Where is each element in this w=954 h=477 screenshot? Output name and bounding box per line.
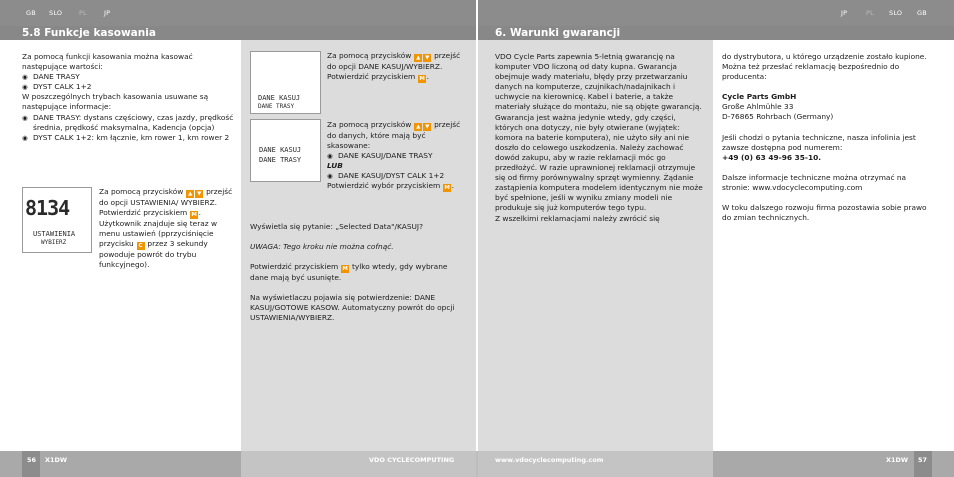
- lang-left-jp: JP: [104, 9, 111, 17]
- col2-text: [250, 222, 465, 324]
- up-key-icon-3: ▲: [416, 124, 421, 130]
- col3-warranty-text: VDO Cycle Parts zapewnia 5-letnią gwarancję na komputer VDO liczoną od daty kupna. Gwarancja obejmuje wady materiału, błędy przy przetwarzaniu danych na komputerze, czujnikach/nadajnikach i uchwycie na kierownicę. Kabel i baterie, a także materiały służące do montażu, nie są objęte gwarancją. Gwarancja jest ważna jedynie wtedy, gdy części, których ona dotyczy, nie były otwierane (wyjątek: komora na baterie komputera), nie użyto siły ani nie doszło do celowego uszkodzenia. Należy zachować dowód zakupu, aby w razie reklamacji móc go przedłożyć. W razie uprawnionej reklamacji otrzymuje się od firmy porównywalny sprzęt wymienny. Żądanie zastąpienia komputera modelem identycznym nie może być spełnione, jeśli w wyniku zmiany modeli nie produkuje się już komputerów tego typu.: [495, 52, 703, 213]
- lcd3-line-2: DANE TRASY: [258, 103, 295, 110]
- footer-page-box-right: [914, 451, 932, 477]
- lcd2-line-1: DANE KASUJ: [259, 146, 302, 154]
- col4-p2: Jeśli chodzi o pytania techniczne, nasza infolinia jest zawsze dostępna pod numerem:: [722, 132, 916, 152]
- page-number-left: 56: [27, 456, 37, 464]
- menu-key-icon-2: M: [419, 76, 425, 83]
- top-bar-left: [0, 0, 476, 26]
- col4-text: [722, 52, 934, 223]
- col4-phone: +49 (0) 63 49-96 35-10.: [722, 152, 822, 162]
- col2-bullet-2: ◉ DANE KASUJ/DYST CALK 1+2: [327, 171, 445, 181]
- menu-key-icon-4: M: [342, 266, 348, 273]
- lang-right-pl: PL: [866, 9, 874, 17]
- lcd-display-settings: [22, 187, 92, 253]
- col1-step-1: Za pomocą przycisków ▲ ▼ przejść do opcji USTAWIENIA/ WYBIERZ. Potwierdzić przyciskiem M . Użytkownik znajduje się teraz w menu ustawień (pprzyciśnięcie przycisku C przez 3 sekundy powoduje powrót do trybu funkcyjnego).: [99, 187, 233, 270]
- col3-text: [495, 52, 705, 224]
- col1-bullet-2: ◉ DYST CALK 1+2: [22, 82, 92, 92]
- lcd-small-line-1: USTAWIENIA: [33, 230, 76, 238]
- menu-key-icon-3: M: [444, 185, 450, 192]
- col4-p4: W toku dalszego rozwoju firma pozostawia sobie prawo do zmian technicznych.: [722, 203, 927, 223]
- top-bar: [0, 0, 954, 26]
- brand-name: VDO CYCLECOMPUTING: [369, 456, 455, 464]
- footer-seg-3: [478, 451, 713, 477]
- col4-street: Große Ahlmühle 33: [722, 102, 794, 112]
- down-key-icon: ▼: [197, 191, 202, 197]
- page-number-right: 57: [918, 456, 928, 464]
- col1-text: [22, 52, 234, 143]
- footer-seg-2: [241, 451, 476, 477]
- col1-mid: W poszczególnych trybach kasowania usuwane są następujące informacje:: [22, 92, 209, 112]
- model-right: X1DW: [886, 456, 909, 464]
- col2-step-2: Za pomocą przycisków ▲ ▼ przejść do opcji DANE KASUJ/WYBIERZ. Potwierdzić przyciskiem M .: [327, 51, 461, 83]
- col2-step-3: Za pomocą przycisków ▲ ▼ przejść do danych, które mają być skasowane: ◉ DANE KASUJ/DANE TRASY LUB ◉ DANE KASUJ/DYST CALK 1+2 Potwierdzić wybór przyciskiem M .: [327, 120, 467, 192]
- col2-warning: UWAGA: Tego kroku nie można cofnąć.: [250, 242, 394, 252]
- down-key-icon-3: ▼: [425, 124, 430, 130]
- lcd-display-reset: [250, 119, 321, 182]
- section-title-warranty: 6. Warunki gwarancji: [495, 27, 621, 39]
- clear-key-icon: C: [138, 243, 143, 250]
- col4-company: Cycle Parts GmbH: [722, 92, 797, 102]
- lang-left-gb: GB: [26, 9, 36, 17]
- col1-intro: Za pomocą funkcji kasowania można kasować następujące wartości:: [22, 52, 193, 72]
- col2-confirm: Potwierdzić przyciskiem M tylko wtedy, gdy wybrane dane mają być usunięte.: [250, 262, 448, 283]
- col2-bullet-1: ◉ DANE KASUJ/DANE TRASY: [327, 151, 433, 161]
- model-left: X1DW: [45, 456, 68, 464]
- col4-p3: Dalsze informacje techniczne można otrzymać na stronie: www.vdocyclecomputing.com: [722, 172, 907, 192]
- col1-bullet-1: ◉ DANE TRASY: [22, 72, 80, 82]
- col1-bullet-3: ◉ DANE TRASY: dystans częściowy, czas jazdy, prędkość średnia, prędkość maksymalna, Kadencja (opcja): [22, 112, 234, 132]
- col1-bullet-4: ◉ DYST CALK 1+2: km łącznie, km rower 1, km rower 2: [22, 132, 230, 142]
- col3-end: Z wszelkimi reklamacjami należy zwrócić się: [495, 213, 660, 223]
- up-key-icon-2: ▲: [416, 55, 421, 61]
- lang-left-slo: SLO: [49, 9, 63, 17]
- lcd-big-digits: 8134: [25, 196, 70, 220]
- lang-right-slo: SLO: [889, 9, 903, 17]
- top-bar-right: [478, 0, 954, 26]
- lcd-small-line-2: WYBIERZ: [41, 239, 67, 246]
- col2-question: Wyświetla się pytanie: „Selected Data"/KASUJ?: [250, 222, 424, 231]
- up-key-icon: ▲: [188, 191, 193, 197]
- lang-left-pl: PL: [79, 9, 87, 17]
- lcd2-line-2: DANE TRASY: [259, 156, 302, 164]
- lcd3-line-1: DANE KASUJ: [258, 94, 301, 102]
- website-url: www.vdocyclecomputing.com: [495, 456, 604, 464]
- col2-end: Na wyświetlaczu pojawia się potwierdzenie: DANE KASUJ/GOTOWE KASOW. Automatyczny powrót do opcji USTAWIENIA/WYBIERZ.: [250, 293, 455, 323]
- col2-lub: LUB: [327, 161, 343, 171]
- lcd-display-reset-top: [250, 51, 321, 114]
- footer-page-box-left: [22, 451, 40, 477]
- lang-right-gb: GB: [917, 9, 927, 17]
- col4-p1: do dystrybutora, u którego urządzenie zostało kupione. Można też przesłać reklamację bezpośrednio do producenta:: [722, 52, 927, 82]
- col4-city: D-76865 Rohrbach (Germany): [722, 112, 834, 122]
- down-key-icon-2: ▼: [425, 55, 430, 61]
- section-title-reset: 5.8 Funkcje kasowania: [22, 27, 156, 39]
- lang-right-jp: JP: [841, 9, 848, 17]
- menu-key-icon: M: [191, 212, 197, 219]
